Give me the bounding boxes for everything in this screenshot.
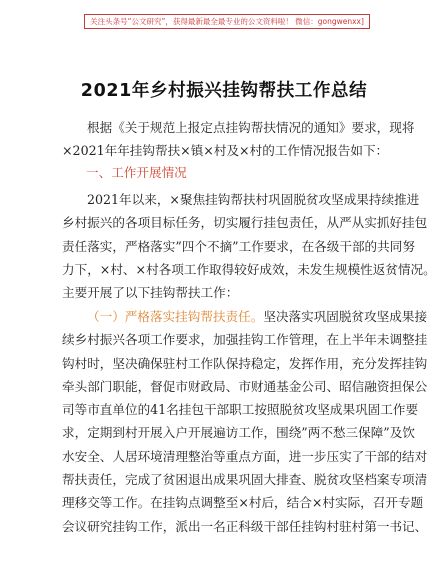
paragraph-line: 水安全、人居环境清理整治等重点方面，进一步压实了干部的结对 <box>62 448 428 464</box>
paragraph-line: 理移交等工作。在挂钩点调整至×村后，结合×村实际，召开专题 <box>62 495 424 511</box>
paragraph-line: 会议研究挂钩工作，派出一名正科级干部任挂钩村驻村第一书记、 <box>62 518 428 534</box>
paragraph-work-overview <box>62 188 436 304</box>
paragraph-line: 主要开展了以下挂钩帮扶工作： <box>62 285 239 301</box>
paragraph-line: 乡村振兴的各项目标任务，切实履行挂包责任，从严从实抓好挂包 <box>62 215 428 231</box>
intro-paragraph <box>62 116 415 163</box>
paragraph-text: 坚决落实巩固脱贫攻坚成果接 <box>263 309 428 324</box>
promo-banner[interactable]: 关注头条号“公文研究”，获得最新最全最专业的公文资料啦！ 微信：gongwenxx] <box>84 14 370 29</box>
paragraph-line: 帮扶责任，完成了贫困退出成果巩固大排查、脱贫攻坚档案专项清 <box>62 472 428 488</box>
paragraph-line: 力下，×村、×村各项工作取得较好成效，未发生规模性返贫情况。 <box>62 261 436 277</box>
paragraph-first-line <box>62 305 428 328</box>
paragraph-line: 牵头部门职能，督促市财政局、市财通基金公司、昭信融资担保公 <box>62 378 428 394</box>
paragraph-line: 责任落实，严格落实”四个不摘”工作要求，在各级干部的共同努 <box>62 238 415 254</box>
intro-line: 根据《关于规范上报定点挂钩帮扶情况的通知》要求，现将 <box>87 120 415 135</box>
section-heading: 一、工作开展情况 <box>86 165 187 180</box>
paragraph-line: 司等市直单位的41名挂包干部职工按照脱贫攻坚成果巩固工作要 <box>62 402 419 418</box>
intro-line: ×2021年年挂钩帮扶×镇×村及×村的工作情况报告如下： <box>62 143 389 159</box>
document-title: 2021年乡村振兴挂钩帮扶工作总结 <box>80 81 368 101</box>
paragraph-line: 2021年以来，×聚焦挂钩帮扶村巩固脱贫攻坚成果持续推进 <box>87 192 420 207</box>
paragraph-line: 钩村时，坚决确保驻村工作队保持稳定，发挥作用，充分发挥挂钩 <box>62 355 428 371</box>
paragraph-line: 续乡村振兴各项工作要求，加强挂钩工作管理，在上半年未调整挂 <box>62 332 428 348</box>
paragraph-responsibility <box>62 305 428 538</box>
paragraph-line: 求，定期到村开展入户开展遍访工作，围绕”两不愁三保障”及饮 <box>62 425 415 441</box>
sub-heading: （一）严格落实挂钩帮扶责任。 <box>87 309 264 324</box>
